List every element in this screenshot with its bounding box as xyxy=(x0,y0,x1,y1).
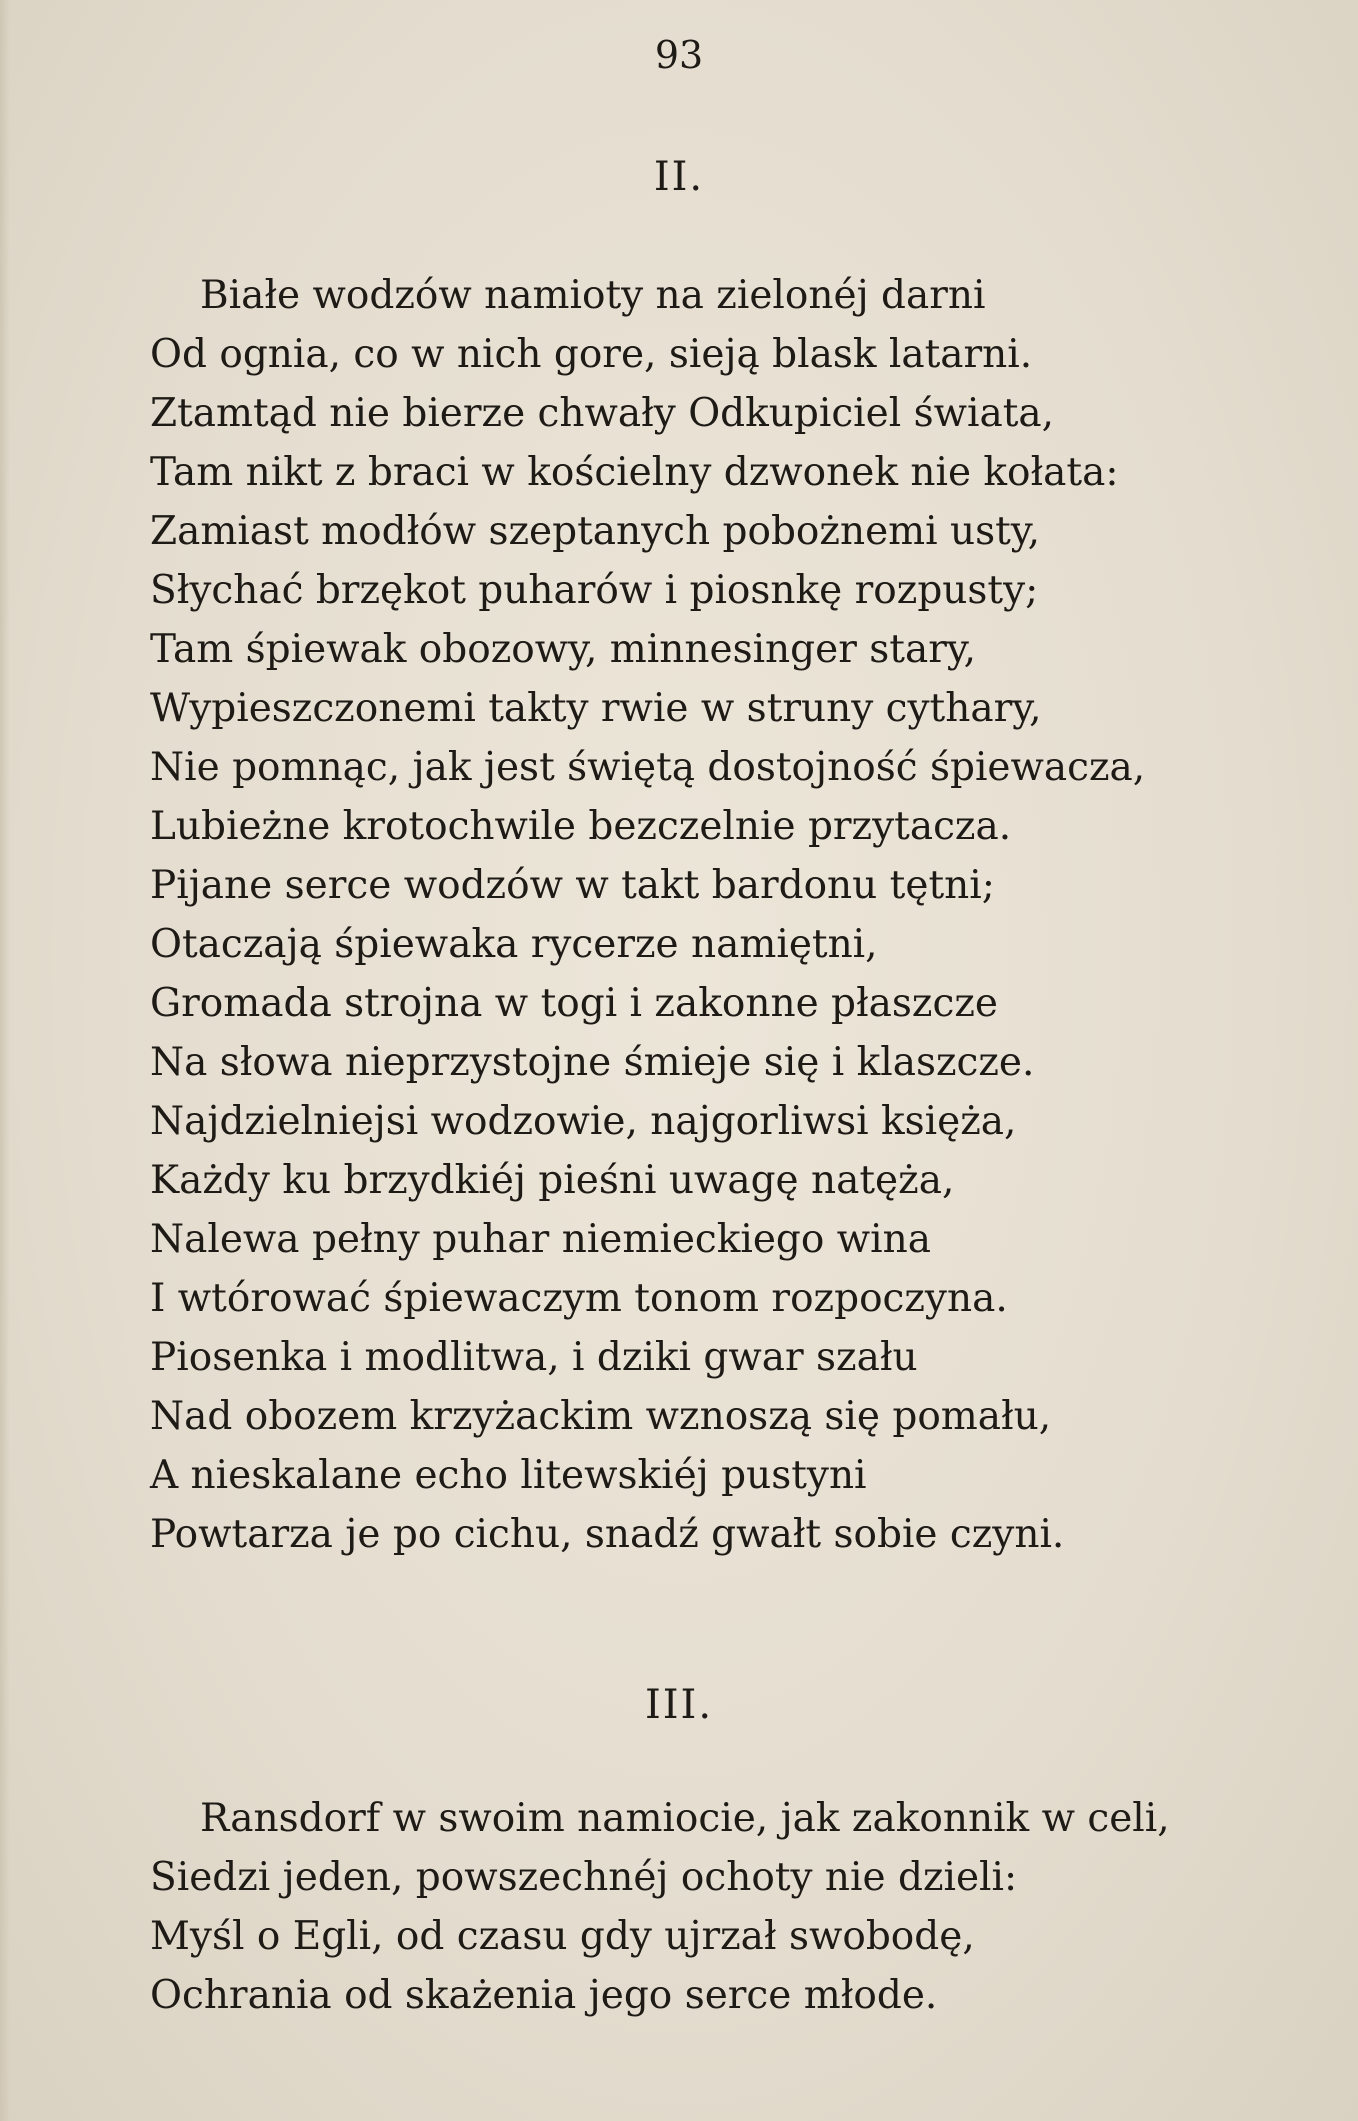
verse-line: Każdy ku brzydkiéj pieśni uwagę natęża, xyxy=(150,1158,955,1203)
verse-line: Ransdorf w swoim namiocie, jak zakonnik w celi, xyxy=(200,1796,1170,1841)
verse-line: Siedzi jeden, powszechnéj ochoty nie dzieli: xyxy=(150,1855,1018,1900)
verse-line: Słychać brzękot puharów i piosnkę rozpusty; xyxy=(150,568,1039,613)
verse-line: Myśl o Egli, od czasu gdy ujrzał swobodę, xyxy=(150,1914,975,1959)
verse-line: A nieskalane echo litewskiéj pustyni xyxy=(150,1453,867,1498)
page-edge-shadow xyxy=(0,0,10,2121)
verse-line: Nad obozem krzyżackim wznoszą się pomału, xyxy=(150,1394,1052,1439)
stanza-iii xyxy=(150,1789,1280,2025)
verse-line: Zamiast modłów szeptanych pobożnemi usty, xyxy=(150,509,1041,554)
verse-line: Pijane serce wodzów w takt bardonu tętni; xyxy=(150,863,995,908)
verse-line: Nalewa pełny puhar niemieckiego wina xyxy=(150,1217,931,1262)
verse-line: Piosenka i modlitwa, i dziki gwar szału xyxy=(150,1335,918,1380)
verse-line: I wtórować śpiewaczym tonom rozpoczyna. xyxy=(150,1276,1008,1321)
verse-line: Lubieżne krotochwile bezczelnie przytacza. xyxy=(150,804,1012,849)
verse-line: Białe wodzów namioty na zielonéj darni xyxy=(200,273,986,318)
page-number: 93 xyxy=(654,33,704,77)
verse-line: Powtarza je po cichu, snadź gwałt sobie czyni. xyxy=(150,1512,1065,1557)
verse-line: Nie pomnąc, jak jest świętą dostojność śpiewacza, xyxy=(150,745,1146,790)
verse-line: Od ognia, co w nich gore, sieją blask latarni. xyxy=(150,332,1033,377)
verse-line: Otaczają śpiewaka rycerze namiętni, xyxy=(150,922,878,967)
verse-line: Tam nikt z braci w kościelny dzwonek nie kołata: xyxy=(150,450,1119,495)
verse-line: Wypieszczonemi takty rwie w struny cythary, xyxy=(150,686,1042,731)
stanza-ii xyxy=(150,266,1280,1564)
verse-line: Ztamtąd nie bierze chwały Odkupiciel świata, xyxy=(150,391,1055,436)
verse-line: Tam śpiewak obozowy, minnesinger stary, xyxy=(150,627,977,672)
verse-line: Najdzielniejsi wodzowie, najgorliwsi księża, xyxy=(150,1099,1017,1144)
section-heading-iii: III. xyxy=(644,1682,714,1728)
section-heading-ii: II. xyxy=(653,154,705,200)
verse-line: Gromada strojna w togi i zakonne płaszcze xyxy=(150,981,998,1026)
verse-line: Ochrania od skażenia jego serce młode. xyxy=(150,1973,938,2018)
verse-line: Na słowa nieprzystojne śmieje się i klaszcze. xyxy=(150,1040,1035,1085)
